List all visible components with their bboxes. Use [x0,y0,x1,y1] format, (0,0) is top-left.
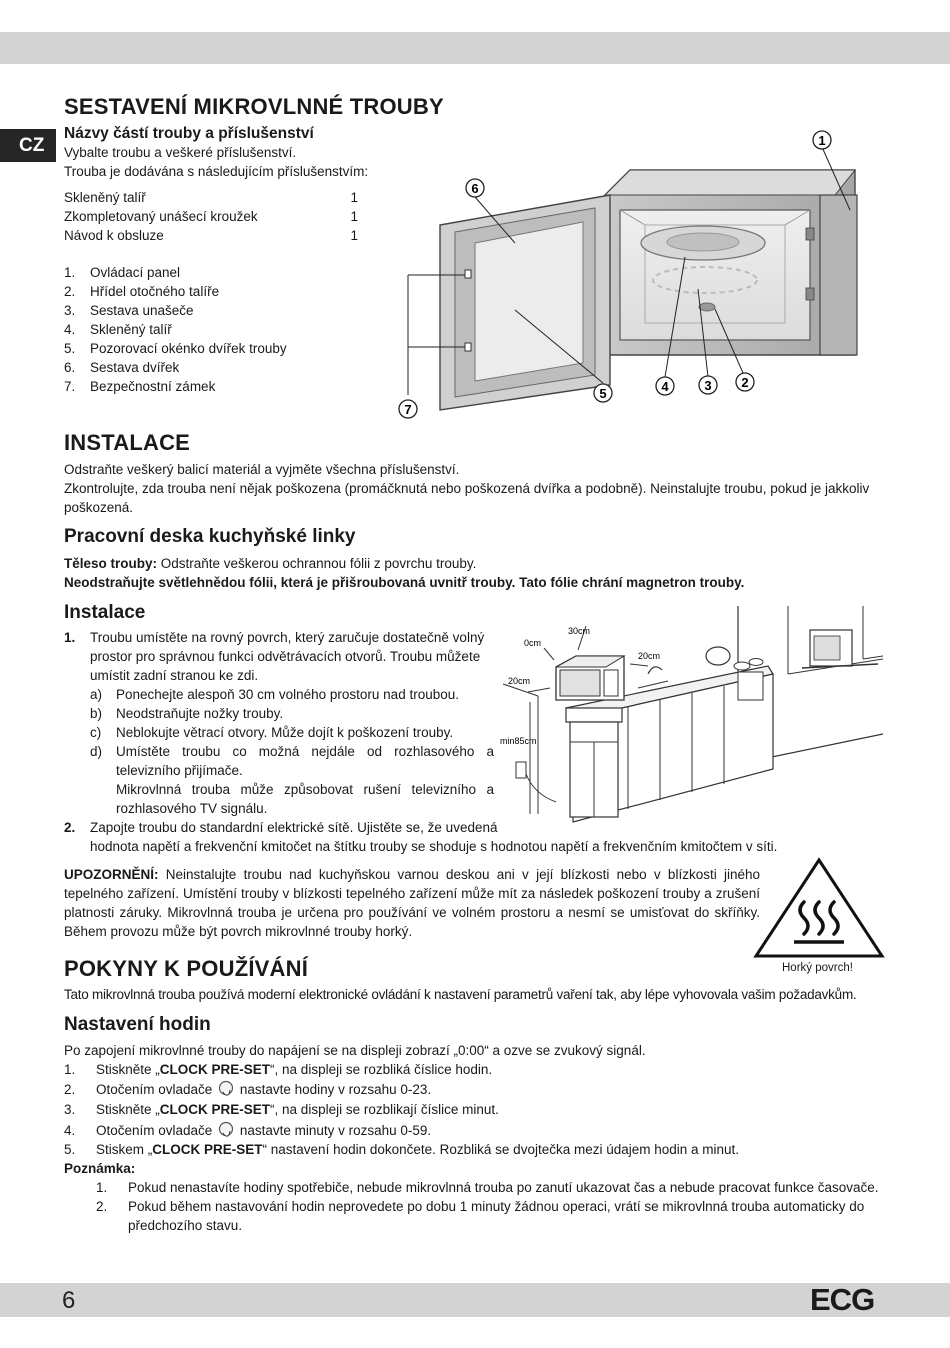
svg-text:2: 2 [741,375,749,390]
latch-slot [806,288,814,300]
item-letter: d) [90,744,103,759]
step1-line: prostor pro správnou funkci odvětrávacích otvorů. Troubu můžete [90,649,481,664]
accessory-row [64,188,364,207]
step-number: 5. [64,1142,76,1157]
step-number: 4. [64,1123,76,1138]
turntable-shaft [699,303,715,311]
item-text-extra: Mikrovlnná trouba může způsobovat rušení televizního a rozhlasového TV signálu. [116,782,494,816]
list-item [64,263,384,282]
list-item [64,377,384,396]
oven-body-note [64,554,476,573]
list-item [64,1121,431,1140]
step-text: Otočením ovladače [96,1123,217,1138]
callout-3 [699,376,717,394]
stand [566,708,622,722]
accessory-name: Skleněný talíř [64,190,146,205]
accessory-qty: 1 [350,190,358,205]
footer-band [0,1283,950,1317]
part-label: Pozorovací okénko dvířek trouby [90,341,287,356]
step2-line: hodnota napětí a frekvenční kmitočet na štítku trouby se shoduje s hodnotou napětí a frekvenčním kmitočtem v síti. [90,839,778,854]
svg-text:30cm: 30cm [568,626,591,636]
item-text: Neodstraňujte nožky trouby. [116,706,284,721]
accessory-row [64,226,364,245]
item-letter: c) [90,725,102,740]
clock-title: Nastavení hodin [64,1014,211,1035]
svg-text:3: 3 [704,378,712,393]
hot-surface-warning-icon [752,856,886,960]
control-panel [820,195,857,355]
part-number: 7. [64,379,76,394]
step1-line: Troubu umístěte na rovný povrch, který zaručuje dostatečně volný [90,630,485,645]
callout-1 [813,131,831,149]
hot-surface-caption: Horký povrch! [782,962,853,974]
step-number: 2. [64,820,76,835]
list-item [64,339,384,358]
oven-top [605,170,855,195]
step-number: 2. [64,1082,76,1097]
item-letter: a) [90,687,103,702]
callout-6 [466,179,484,197]
list-item [64,1140,739,1159]
part-label: Sestava dvířek [90,360,180,375]
part-label: Skleněný talíř [90,322,172,337]
callout-5 [594,384,612,402]
accessory-qty: 1 [350,228,358,243]
dial-knob-icon [217,1080,235,1098]
callout-2 [736,373,754,391]
callout-4 [656,377,674,395]
item-text: Neblokujte větrací otvory. Může dojít k poškození trouby. [116,725,454,740]
part-label: Sestava unašeče [90,303,194,318]
step-text: Stiskněte „ [96,1102,160,1117]
unpack-text: Vybalte troubu a veškeré příslušenství. [64,145,297,160]
part-label: Ovládací panel [90,265,181,280]
svg-text:min85cm: min85cm [500,736,537,746]
step-text: “ nastavení hodin dokončete. Rozbliká se dvojtečka mezi údajem hodin a minut. [262,1142,740,1157]
list-item [90,704,102,723]
accessories-intro: Trouba je dodávána s následujícím příslušenstvím: [64,164,369,179]
clock-preset-key: CLOCK PRE-SET [159,1102,271,1117]
step1-line: umístit zadní stranou ke zdi. [90,668,259,683]
worktop-title: Pracovní deska kuchyňské linky [64,526,356,547]
list-item [64,320,384,339]
parts-list [64,263,384,396]
step-number: 1. [64,630,76,645]
note-number: 2. [96,1199,108,1214]
list-item [64,282,384,301]
list-item [64,1060,492,1079]
svg-text:1: 1 [818,133,826,148]
part-number: 5. [64,341,76,356]
accessory-qty: 1 [350,209,358,224]
foil-warning: Neodstraňujte světlehnědou fólii, která je přišroubovaná uvnitř trouby. Tato fólie chrání magnetron trouby. [64,575,745,590]
list-item [90,742,102,761]
step-number: 1. [64,1062,76,1077]
step-text: Otočením ovladače [96,1082,217,1097]
install-p1: Odstraňte veškerý balicí materiál a vyjměte všechna příslušenství. [64,462,460,477]
clock-preset-key: CLOCK PRE-SET [152,1142,263,1157]
svg-text:20cm: 20cm [638,651,661,661]
step-text: nastavte minuty v rozsahu 0-59. [236,1123,432,1138]
usage-intro: Tato mikrovlnná trouba používá moderní elektronické ovládání k nastavení parametrů vaření tak, aby lépe vyhovovala vašim požadavkům. [64,987,857,1002]
item-text: Ponechejte alespoň 30 cm volného prostoru nad troubou. [116,687,459,702]
step-text: Stiskem „ [96,1142,153,1157]
safety-latch [465,343,471,351]
part-number: 6. [64,360,76,375]
step-text: Stiskněte „ [96,1062,160,1077]
body-label: Těleso trouby: [64,556,158,571]
caution-paragraph [64,865,760,941]
list-item [64,1080,431,1099]
door-window [475,222,583,381]
safety-latch [465,270,471,278]
svg-text:0cm: 0cm [524,638,542,648]
part-number: 2. [64,284,76,299]
step2-line: Zapojte troubu do standardní elektrické sítě. Ujistěte se, že uvedená [90,820,498,835]
step-text: nastavte hodiny v rozsahu 0-23. [236,1082,432,1097]
list-item [90,723,101,742]
install-p2: Zkontrolujte, zda trouba není nějak poškozena (promáčknutá nebo poškozená dvířka a podobně). Neinstalujte troubu, pokud je jakkoliv poškozená. [64,481,870,515]
part-label: Hřídel otočného talíře [90,284,220,299]
list-item [90,685,102,704]
body-text: Odstraňte veškerou ochrannou fólii z povrchu trouby. [157,556,477,571]
language-tab: CZ [0,129,56,162]
top-band [0,32,950,64]
clock-intro: Po zapojení mikrovlnné trouby do napájení se na displeji zobrazí „0:00“ a ozve se zvukový signál. [64,1043,646,1058]
assembly-title: SESTAVENÍ MIKROVLNNÉ TROUBY [64,94,444,119]
svg-text:20cm: 20cm [508,676,531,686]
item-text: Umístěte troubu co možná nejdále od rozhlasového a televizního přijímače. [116,744,494,778]
part-number: 4. [64,322,76,337]
dial-knob-icon [217,1121,235,1139]
step-number: 3. [64,1102,76,1117]
note-label: Poznámka: [64,1161,136,1176]
part-number: 1. [64,265,76,280]
page-number: 6 [62,1287,76,1314]
note-text: Pokud během nastavování hodin neprovedete po dobu 1 minuty žádnou operaci, vrátí se mikrovlnná trouba automaticky do předchozího stavu. [128,1199,865,1233]
list-item [64,301,384,320]
note-text: Pokud nenastavíte hodiny spotřebiče, nebude mikrovlnná trouba po zanutí ukazovat čas a nebude pracovat funkce časovače. [128,1180,879,1195]
accessory-row [64,207,364,226]
step-text: “, na displeji se rozbliká číslice hodin. [270,1062,493,1077]
kitchen-illustration [498,604,883,829]
usage-title: POKYNY K POUŽÍVÁNÍ [64,956,309,981]
install-subtitle: Instalace [64,602,146,623]
caution-text: Neinstalujte troubu nad kuchyňskou varnou deskou ani v její blízkosti nebo v blízkosti jiného tepelného zařízení. Umístění trouby v blízkosti tepelného zařízení může mít za následek poškození trouby a zrušení platnosti záruky. Mikrovlnná trouba je určena pro používání ve volném prostoru a nesmí se umisťovat do skříňky. Během provozu může být povrch mikrovlnné trouby horký. [64,867,760,939]
accessory-name: Zkompletovaný unášecí kroužek [64,209,258,224]
parts-subtitle: Názvy částí trouby a příslušenství [64,125,314,142]
svg-text:7: 7 [404,402,412,417]
svg-text:6: 6 [471,181,479,196]
latch-slot [806,228,814,240]
note-number: 1. [96,1180,108,1195]
callout-7 [399,400,417,418]
accessory-name: Návod k obsluze [64,228,164,243]
step-text: “, na displeji se rozblikají číslice minut. [270,1102,499,1117]
microwave-diagram [395,125,895,425]
list-item [64,358,384,377]
caution-label: UPOZORNĚNÍ: [64,867,159,882]
install-title: INSTALACE [64,430,191,455]
part-number: 3. [64,303,76,318]
svg-text:4: 4 [661,379,669,394]
clock-preset-key: CLOCK PRE-SET [159,1062,271,1077]
part-label: Bezpečnostní zámek [90,379,216,394]
ecg-logo: ECG [810,1282,875,1317]
item-letter: b) [90,706,103,721]
svg-text:5: 5 [599,386,607,401]
list-item [64,1100,499,1119]
